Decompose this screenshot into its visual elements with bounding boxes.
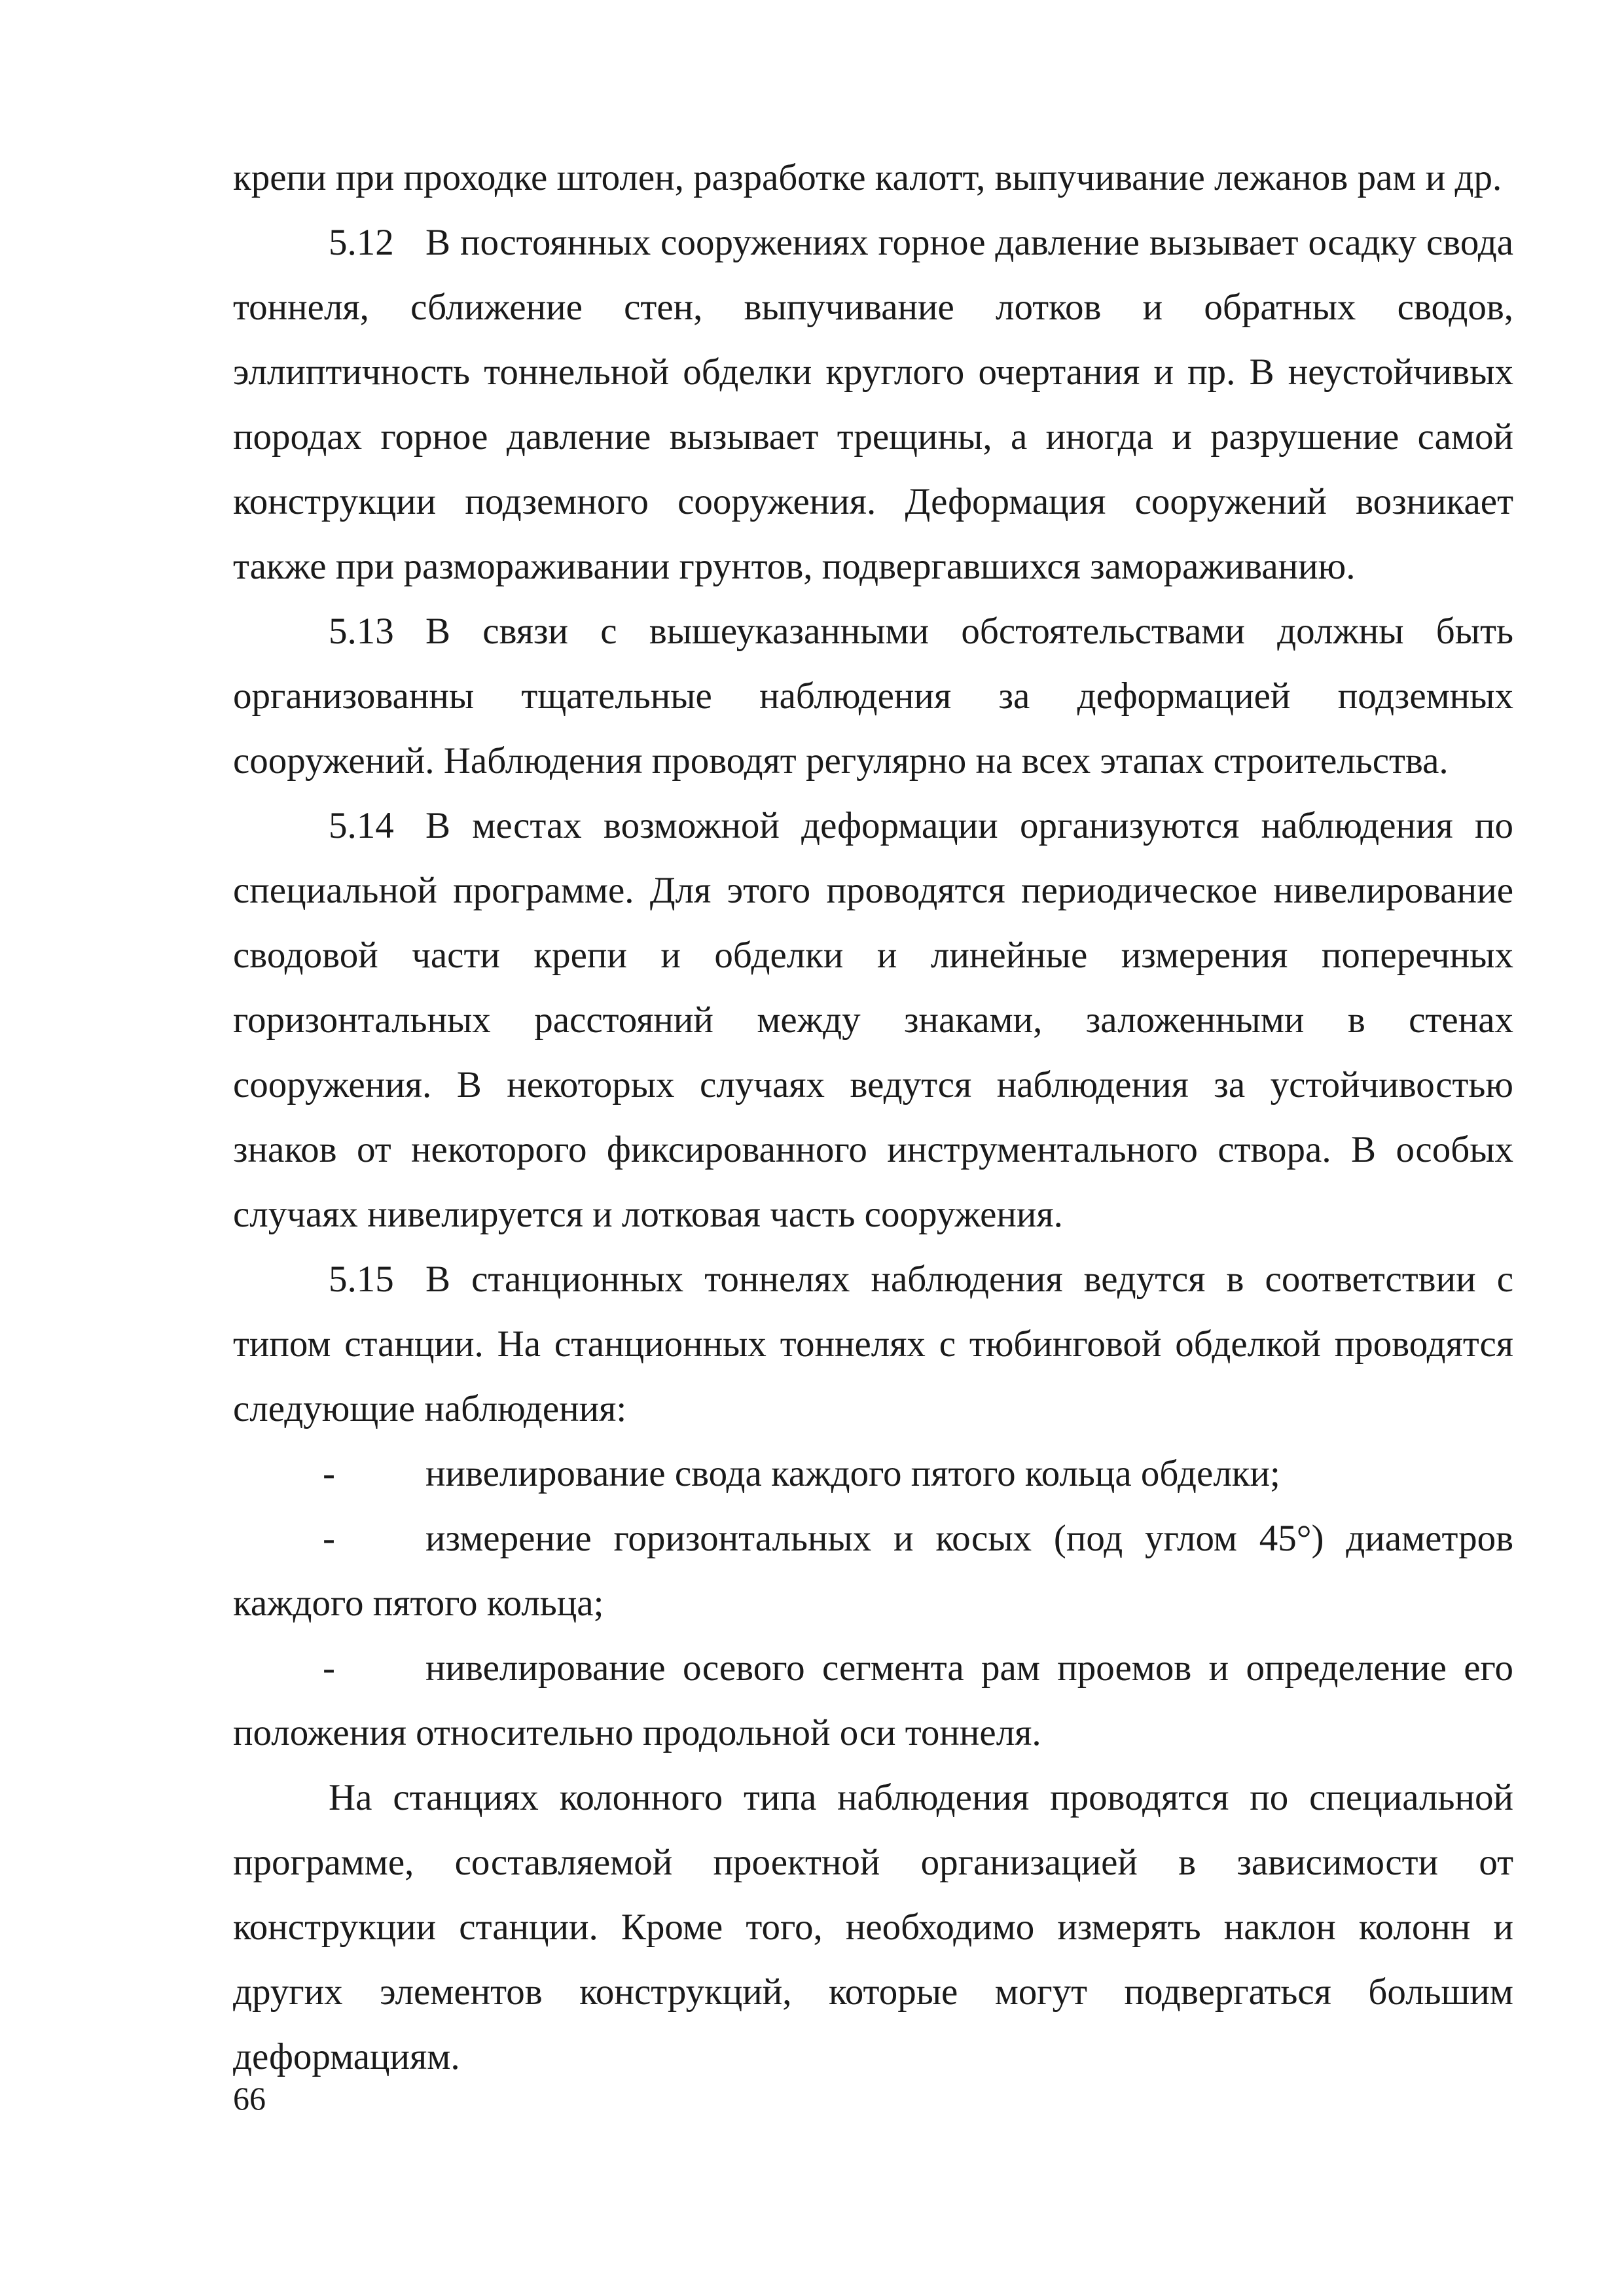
list-item bbox=[233, 1636, 1513, 1765]
page-body bbox=[233, 145, 1513, 2089]
section-number: 5.14 bbox=[329, 805, 394, 846]
list-dash: - bbox=[323, 1647, 335, 1689]
section-text: В местах возможной деформации организуются наблюдения по специальной программе. Для этого проводятся периодическое нивелирование сводовой части крепи и обделки и линейные измерения поперечных горизонтальных расстояний между знаками, заложенными в стенах сооружения. В некоторых случаях ведутся наблюдения за устойчивостью знаков от некоторого фиксированного инструментального створа. В особых случаях нивелируется и лотковая часть сооружения. bbox=[233, 805, 1513, 1235]
list-item bbox=[233, 1441, 1513, 1506]
list-dash: - bbox=[323, 1453, 335, 1494]
list-item-text: нивелирование свода каждого пятого кольца обделки; bbox=[425, 1453, 1280, 1494]
section-5-15 bbox=[233, 1247, 1513, 1441]
list-item-text: нивелирование осевого сегмента рам проемов и определение его положения относительно продольной оси тоннеля. bbox=[233, 1647, 1513, 1753]
list-item bbox=[233, 1506, 1513, 1636]
closing-paragraph: На станциях колонного типа наблюдения проводятся по специальной программе, составляемой проектной организацией в зависимости от конструкции станции. Кроме того, необходимо измерять наклон колонн и других элементов конструкций, которые могут подвергаться большим деформациям. bbox=[233, 1777, 1513, 2077]
section-number: 5.13 bbox=[329, 611, 394, 652]
section-number: 5.15 bbox=[329, 1259, 394, 1300]
opening-paragraph: крепи при проходке штолен, разработке калотт, выпучивание лежанов рам и др. bbox=[233, 157, 1502, 198]
list-dash: - bbox=[323, 1518, 335, 1559]
section-text: В связи с вышеуказанными обстоятельствами должны быть организованны тщательные наблюдения за деформацией подземных сооружений. Наблюдения проводят регулярно на всех этапах строительства. bbox=[233, 611, 1513, 781]
page-number: 66 bbox=[233, 2080, 266, 2117]
section-number: 5.12 bbox=[329, 222, 394, 263]
section-5-12 bbox=[233, 210, 1513, 599]
section-text: В постоянных сооружениях горное давление вызывает осадку свода тоннеля, сближение стен, выпучивание лотков и обратных сводов, эллиптичность тоннельной обделки круглого очертания и пр. В неустойчивых породах горное давление вызывает трещины, а иногда и разрушение самой конструкции подземного сооружения. Деформация сооружений возникает также при размораживании грунтов, подвергавшихся замораживанию. bbox=[233, 222, 1513, 587]
section-text: В станционных тоннелях наблюдения ведутся в соответствии с типом станции. На станционных тоннелях с тюбинговой обделкой проводятся следующие наблюдения: bbox=[233, 1259, 1513, 1429]
section-5-13 bbox=[233, 599, 1513, 793]
section-5-14 bbox=[233, 793, 1513, 1247]
list-item-text: измерение горизонтальных и косых (под углом 45°) диаметров каждого пятого кольца; bbox=[233, 1518, 1513, 1624]
